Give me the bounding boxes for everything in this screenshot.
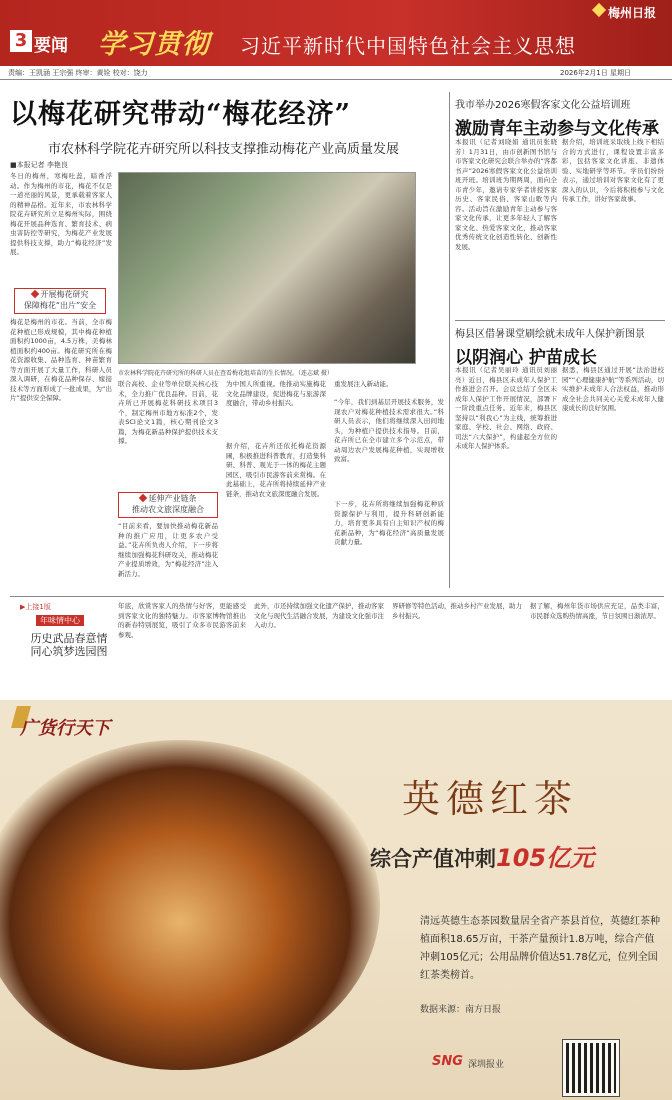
lead-col2-text: 联合高校、企业等单位联关核心技术，全力推广优良品种。目前，花卉所已开展梅花科研技术项目3个，制定梅州市地方标准2个，发表SCI论文1篇，核心期刊论文3篇，为梅花新品种保护提供技术支撑。	[118, 380, 218, 445]
right1-kicker: 我市举办2026寒假客家文化公益培训班	[455, 100, 631, 111]
diamond-icon	[138, 494, 146, 502]
paper-logo-icon	[592, 3, 606, 17]
lead-subhead-box-2	[118, 492, 218, 518]
right2-kicker: 梅县区借暑课堂刷绘就未成年人保护新图景	[455, 329, 645, 340]
lead-col1b-text: 梅花是梅州的市花。当前，全市梅花种植已形成规模，其中梅花种植面积约1000亩，4.5万株，美梅林植面积约400亩。梅花研究所在梅花资源收集、品种选育、种苗繁育等方面开展了大量工作，科研人员深入调研，在梅花品种保存、嫁接技术等方面形成了一批成果，为“出片”提供安全保障。	[10, 318, 112, 402]
banner-title: 习近平新时代中国特色社会主义思想	[240, 34, 576, 58]
lead-col3-text: 为中国人所重视。他推动实施梅花文化品牌建设，促进梅花与旅游深度融合，带动乡村振兴。	[226, 380, 326, 407]
section-name: 要闻	[34, 36, 68, 56]
section-number: 3	[10, 30, 32, 52]
lower-section-divider	[10, 596, 664, 597]
continued-tag: ▶上接1版	[20, 603, 51, 611]
subhead-2-text: 延伸产业链条 推动农文旅深度融合	[132, 494, 204, 514]
ad-subtitle-prefix: 综合产值冲刺	[370, 847, 496, 871]
section-divider	[455, 320, 665, 321]
issue-date: 2026年2月1日 星期日	[560, 69, 631, 77]
qr-code-icon[interactable]	[563, 1040, 619, 1096]
column-divider	[449, 92, 450, 588]
right2-body: 本报讯（记者吴丽玲 通讯员刘丽亮）近日，梅县区未成年人保护工作推进会召开。会议总结了全区未成年人保护工作开展情况，部署下一阶段重点任务。近年来，梅县区坚持以“利我心”为主线，统筹推进家庭、学校、社会、网络、政府、司法“六大保护”，构建起全方位的未成年人保护体系。	[455, 366, 557, 450]
tea-scene-illustration	[0, 740, 380, 1070]
photo-caption: 市农林科学院花卉研究所的科研人员在查看梅花组培苗的生长情况。（连志斌 摄）	[118, 370, 333, 377]
ad-title: 英德红茶	[402, 777, 579, 821]
sng-logo: SNG	[432, 1054, 463, 1069]
sect2-title[interactable]: 历史武品春意情 同心筑梦选园图	[30, 632, 108, 658]
lead-col4b-text: “今年，我们到基层开展技术服务，发现农户对梅花种植技术需求很大。”科研人员表示，他们将继续深入田间地头，为种植户提供技术指导。目前，花卉所已在全市建立多个示范点，带动周边农户发展梅花种植，实现增收致富。	[334, 398, 444, 463]
paper-name: 梅州日报	[608, 6, 657, 20]
subhead-1-text: 开展梅花研究 保障梅花“出片”安全	[23, 290, 97, 310]
lead-col2b-text: “目前来看，要加快推动梅花新品种的推广应用，让更多农户受益。”花卉所负责人介绍，下一步将继续加强梅花科研攻关，推动梅花产业提质增效，为“梅花经济”注入新活力。	[118, 522, 218, 578]
sng-logo-text: 深圳报业	[468, 1060, 505, 1070]
diamond-icon	[30, 290, 38, 298]
sect2-eyebrow: 年味情中心	[36, 615, 84, 626]
lead-col4-text: 重发展注入新动能。	[334, 380, 393, 388]
ad-subtitle	[370, 838, 594, 873]
right1-body: 本报讯（记者刘晓娟 通讯员张晓芳）1月31日，由市创新图书馆与市客家文化研究会联合举办的“客都书声”2026寒假客家文化公益培训班开班。培训班为期两周，面向全市青少年，邀请专家学者讲授客家历史、客家民俗、客家山歌等内容。活动旨在激励青年主动参与客家文化传承，让更多年轻人了解客家文化、热爱客家文化，推动客家优秀传统文化创造性转化、创新性发展。	[455, 138, 557, 251]
info-bar	[0, 66, 672, 80]
page-banner	[0, 0, 672, 66]
sect2-col2: 此外，市还持续加强文化遗产保护，推动客家文化与现代生活融合发展，为建设文化强市注入动力。	[254, 602, 384, 629]
right1-title[interactable]: 激励青年主动参与文化传承	[455, 119, 659, 139]
lead-headline[interactable]: 以梅花研究带动“梅花经济”	[10, 99, 352, 130]
ad-body: 清远英德生态茶园数量居全省产茶县首位，英德红茶种植面积18.65万亩，干茶产量预计1.8万吨，综合产值冲刺105亿元；公用品牌价值达51.78亿元，位列全国红茶类榜首。	[420, 916, 660, 981]
lead-subhead: 市农林科学院花卉研究所以科技支撑推动梅花产业高质量发展	[48, 142, 400, 157]
banner-slogan: 学习贯彻	[98, 29, 210, 60]
right2-title[interactable]: 以阴润心 护苗成长	[455, 348, 597, 368]
lead-byline: ■本报记者 李艳良	[10, 161, 68, 169]
right2-body2: 据悉，梅县区通过开展“法治进校园”“心理健康护航”等系列活动，切实维护未成年人合法权益，推动形成全社会共同关心关爱未成年人健康成长的良好氛围。	[562, 366, 664, 412]
sect2-col4: 据了解，梅州年货市场供应充足，品类丰富，市民群众选购热情高涨，节日氛围日渐浓厚。	[530, 602, 664, 620]
ad-tag: 广货行天下	[20, 718, 110, 739]
lead-col1-text: 冬日的梅州，寒梅吐蕊，暗香浮动。作为梅州的市花，梅花不仅是一道亮丽的风景，更承载着客家人的精神品格。近年来，市农林科学院花卉研究所立足梅州实际，围绕梅花开展品种选育、繁育技术、病虫害防控等研究，为梅花产业发展提供科技支撑，助力“梅花经济”发展。	[10, 172, 112, 256]
ad-subtitle-number: 105亿元	[496, 844, 595, 872]
right1-body2: 据介绍，培训班采取线上线下相结合的方式进行，课程设置丰富多彩，包括客家文化讲座、非遗体验、实地研学等环节。学员们纷纷表示，通过培训对客家文化有了更深入的认识，今后将积极参与文化传承工作，讲好客家故事。	[562, 138, 664, 203]
lead-subhead-box-1	[14, 288, 106, 314]
sect2-col3: 界研修等特色活动，推动乡村产业发展，助力乡村振兴。	[392, 602, 522, 620]
sect2-col1: 年底，欣赏客家人的热情与好客，更能感受到客家文化的独特魅力。市客家博物馆推出的新春特别展览，吸引了众多市民游客前来参观。	[118, 602, 246, 639]
lead-col3b-text: 据介绍，花卉所还依托梅花资源圃，积极推进科普教育，打造集科研、科普、观光于一体的梅花主题园区，吸引市民游客前来赏梅。在此基础上，花卉所将持续延伸产业链条，推动农文旅深度融合发展。	[226, 442, 326, 498]
lead-photo	[118, 172, 416, 364]
lead-col4c-text: 下一步，花卉所将继续加强梅花种质资源保护与利用，提升科研创新能力，培育更多具有自主知识产权的梅花新品种，为“梅花经济”高质量发展贡献力量。	[334, 500, 444, 546]
editor-info: 责编：王凯涵 王宗强 终审：黄铨 校对：饶力	[8, 69, 148, 77]
tea-advertisement	[0, 700, 672, 1100]
ad-source: 数据来源：南方日报	[420, 1005, 502, 1015]
